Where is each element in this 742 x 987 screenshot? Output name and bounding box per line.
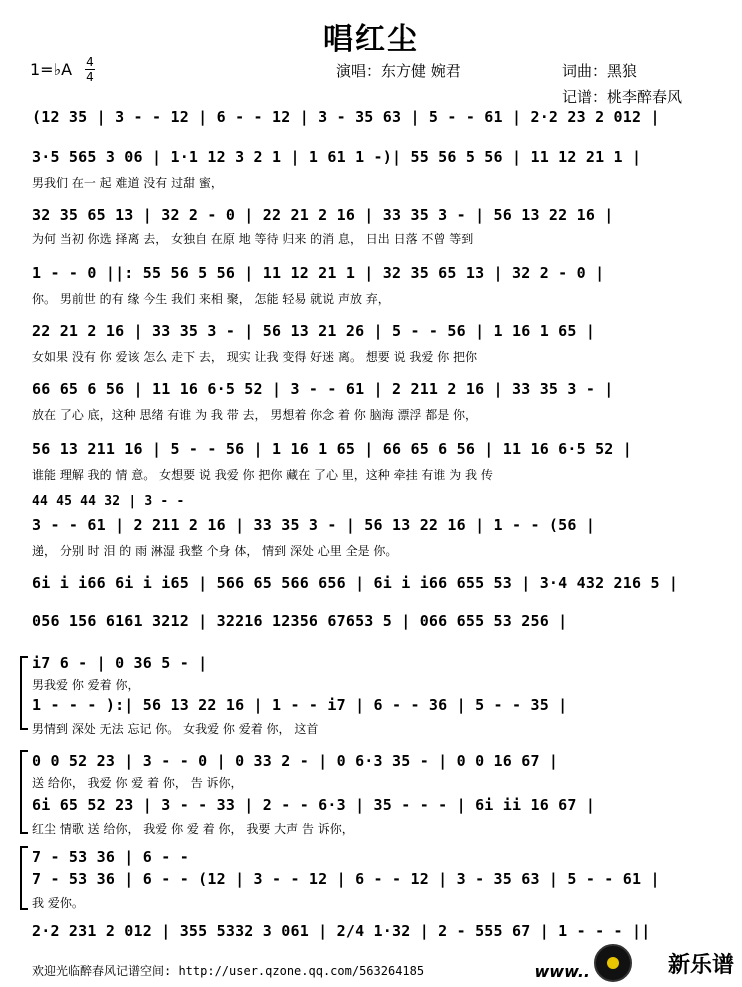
score-row: 32 35 65 13 | 32 2 - 0 | 22 21 2 16 | 33 35 3 - | 56 13 22 16 | (32, 206, 614, 224)
score-row: 1 - - 0 ||: 55 56 5 56 | 11 12 21 1 | 32 35 65 13 | 32 2 - 0 | (32, 264, 605, 282)
score-row: (12 35 | 3 - - 12 | 6 - - 12 | 3 - 35 63 | 5 - - 61 | 2·2 23 2 012 | (32, 108, 660, 126)
brand-www: www.. (534, 962, 590, 981)
score-row: 7 - 53 36 | 6 - - (12 | 3 - - 12 | 6 - - 12 | 3 - 35 63 | 5 - - 61 | (32, 870, 660, 888)
score-row: 3·5 565 3 06 | 1·1 12 3 2 1 | 1 61 1 -)| 55 56 5 56 | 11 12 21 1 | (32, 148, 642, 166)
system-brace (20, 656, 28, 730)
transcriber: 记谱：桃李醉春风 (562, 88, 683, 106)
lyric-row: 你。 男前世 的有 缘 今生 我们 来相 聚， 怎能 轻易 就说 声放 弃， (32, 292, 390, 306)
lyric-row: 谁能 理解 我的 情 意。 女想要 说 我爱 你 把你 藏在 了心 里，这种 牵挂 有谁 为 我 传 (32, 468, 493, 482)
score-row: 6i i i66 6i i i65 | 566 65 566 656 | 6i i i66 655 53 | 3·4 432 216 5 | (32, 574, 679, 592)
performers: 演唱：东方健 婉君 (336, 62, 461, 80)
brand-name: 新乐谱 (667, 953, 734, 978)
lyric-row: 为何 当初 你选 择离 去， 女独自 在原 地 等待 归来 的消 息， 日出 日落 不曾 等到 (32, 232, 474, 246)
time-signature (84, 56, 96, 83)
score-row: 6i 65 52 23 | 3 - - 33 | 2 - - 6·3 | 35 - - - | 6i ii 16 67 | (32, 796, 596, 814)
key-signature: 1=♭A (30, 60, 73, 79)
lyric-row: 女如果 没有 你 爱该 怎么 走下 去， 现实 让我 变得 好迷 离。 想要 说 我爱 你 把你 (32, 350, 478, 364)
lyric-row: 男我爱 你 爱着 你， (32, 678, 140, 692)
footer-text: 欢迎光临醉春风记谱空间: http://user.qzone.qq.com/563264185 (32, 964, 425, 978)
system-brace (20, 846, 28, 910)
score-row: 3 - - 61 | 2 211 2 16 | 33 35 3 - | 56 13 22 16 | 1 - - (56 | (32, 516, 596, 534)
score-row: 0 0 52 23 | 3 - - 0 | 0 33 2 - | 0 6·3 35 - | 0 0 16 67 | (32, 752, 559, 770)
lyric-row: 男情到 深处 无法 忘记 你。 女我爱 你 爱着 你， 这首 (32, 722, 319, 736)
lyric-row: 男我们 在一 起 难道 没有 过甜 蜜， (32, 176, 223, 190)
song-title: 唱红尘 (323, 22, 419, 57)
lyric-row: 送 给你， 我爱 你 爱 着 你， 告 诉你， (32, 776, 243, 790)
score-row: 56 13 211 16 | 5 - - 56 | 1 16 1 65 | 66 65 6 56 | 11 16 6·5 52 | (32, 440, 632, 458)
record-logo-icon (594, 944, 632, 982)
time-signature-bottom: 4 (86, 70, 94, 84)
score-row: 056 156 6161 3212 | 32216 12356 67653 5 | 066 655 53 256 | (32, 612, 568, 630)
score-row: 22 21 2 16 | 33 35 3 - | 56 13 21 26 | 5 - - 56 | 1 16 1 65 | (32, 322, 596, 340)
score-row: 2·2 231 2 012 | 355 5332 3 061 | 2/4 1·32 | 2 - 555 67 | 1 - - - || (32, 922, 651, 940)
time-signature-top: 4 (86, 55, 94, 69)
composer: 词曲：黑狼 (562, 62, 638, 80)
lyric-row: 红尘 情歌 送 给你， 我爱 你 爱 着 你， 我要 大声 告 诉你， (32, 822, 354, 836)
lyric-row: 递， 分别 时 泪 的 雨 淋湿 我整 个身 体， 情到 深处 心里 全是 你。 (32, 544, 398, 558)
score-row: 44 45 44 32 | 3 - - (32, 494, 185, 509)
lyric-row: 我 爱你。 (32, 896, 84, 910)
score-row: 66 65 6 56 | 11 16 6·5 52 | 3 - - 61 | 2 211 2 16 | 33 35 3 - | (32, 380, 614, 398)
score-row: i7 6 - | 0 36 5 - | (32, 654, 208, 672)
score-row: 1 - - - ):| 56 13 22 16 | 1 - - i7 | 6 - - 36 | 5 - - 35 | (32, 696, 568, 714)
system-brace (20, 750, 28, 834)
lyric-row: 放在 了心 底，这种 思绪 有谁 为 我 带 去， 男想着 你念 着 你 脑海 漂浮 都是 你， (32, 408, 478, 422)
score-row: 7 - 53 36 | 6 - - (32, 848, 189, 866)
